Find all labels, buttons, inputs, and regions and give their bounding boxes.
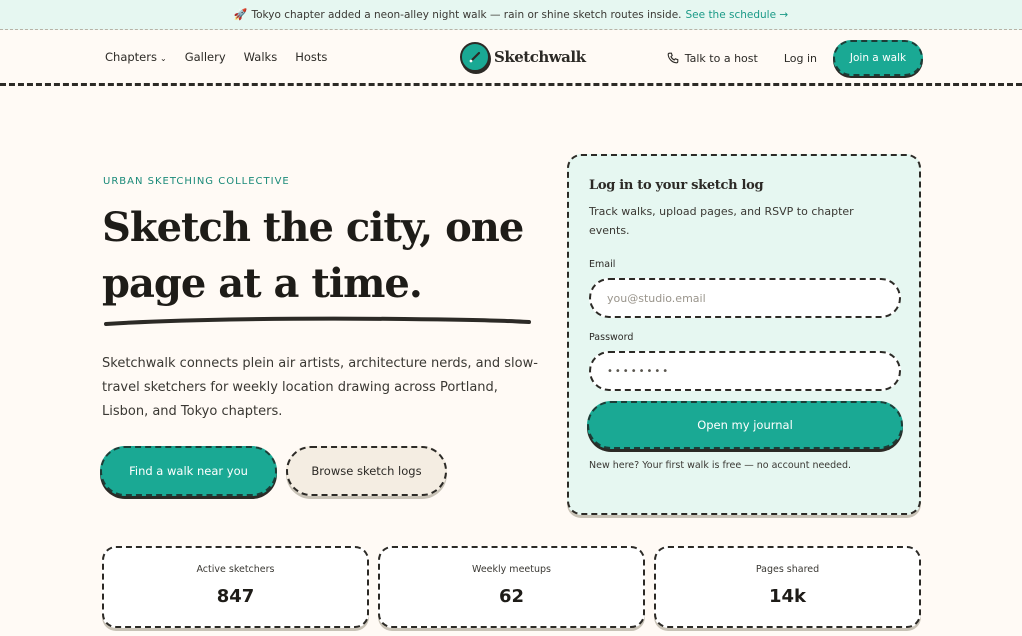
main-nav	[105, 31, 327, 83]
nav-item-walks[interactable]: Walks	[243, 50, 278, 64]
nav-item-hosts[interactable]: Hosts	[295, 50, 328, 64]
announcement-text: Tokyo chapter added a neon-alley night walk — rain or shine sketch routes inside.	[251, 8, 682, 21]
announcement-link[interactable]: See the schedule →	[685, 8, 789, 21]
hero-description: Sketchwalk connects plein air artists, architecture nerds, and slow-travel sketchers for weekly location drawing across Portland, Lisbon, and Tokyo chapters.	[102, 356, 538, 419]
phone-icon	[667, 52, 679, 64]
password-label: Password	[589, 332, 634, 343]
header-actions	[667, 39, 923, 77]
login-card-note: New here? Your first walk is free — no account needed.	[589, 460, 852, 471]
logo[interactable]	[460, 41, 585, 73]
stat-card	[654, 546, 921, 628]
stat-card	[102, 546, 369, 628]
talk-label: Talk to a host	[684, 51, 758, 65]
pencil-logo-icon	[460, 42, 490, 72]
login-card-subtitle: Track walks, upload pages, and RSVP to chapter events.	[589, 205, 854, 237]
join-walk-button[interactable]: Join a walk	[833, 40, 923, 76]
hand-drawn-underline	[104, 315, 532, 329]
talk-to-host-link[interactable]	[667, 52, 758, 65]
stat-value: 14k	[768, 586, 807, 607]
chevron-down-icon: ⌄	[159, 54, 167, 63]
stat-value: 62	[498, 586, 525, 607]
site-header	[0, 31, 1022, 86]
logo-text: Sketchwalk	[494, 48, 586, 66]
hero-eyebrow: URBAN SKETCHING COLLECTIVE	[103, 176, 290, 187]
nav-item-chapters[interactable]	[105, 50, 167, 64]
browse-logs-button[interactable]: Browse sketch logs	[286, 446, 447, 496]
hero-title: Sketch the city, one page at a time.	[102, 204, 524, 307]
login-link[interactable]: Log in	[783, 51, 817, 65]
stat-label: Weekly meetups	[472, 564, 551, 575]
stat-label: Active sketchers	[196, 564, 275, 575]
find-walk-button[interactable]: Find a walk near you	[100, 446, 277, 496]
stat-label: Pages shared	[755, 564, 820, 575]
rocket-icon: 🚀	[233, 8, 248, 21]
email-field[interactable]: you@studio.email	[589, 278, 901, 318]
nav-item-gallery[interactable]: Gallery	[184, 50, 226, 64]
password-field[interactable]: ••••••••	[589, 351, 901, 391]
announcement-bar	[0, 0, 1022, 30]
login-card-title: Log in to your sketch log	[589, 178, 764, 193]
stat-card	[378, 546, 645, 628]
nav-item-label: Chapters	[105, 50, 157, 64]
email-label: Email	[589, 259, 616, 270]
stat-value: 847	[216, 586, 255, 607]
login-card	[567, 154, 921, 515]
open-journal-button[interactable]: Open my journal	[587, 401, 903, 449]
